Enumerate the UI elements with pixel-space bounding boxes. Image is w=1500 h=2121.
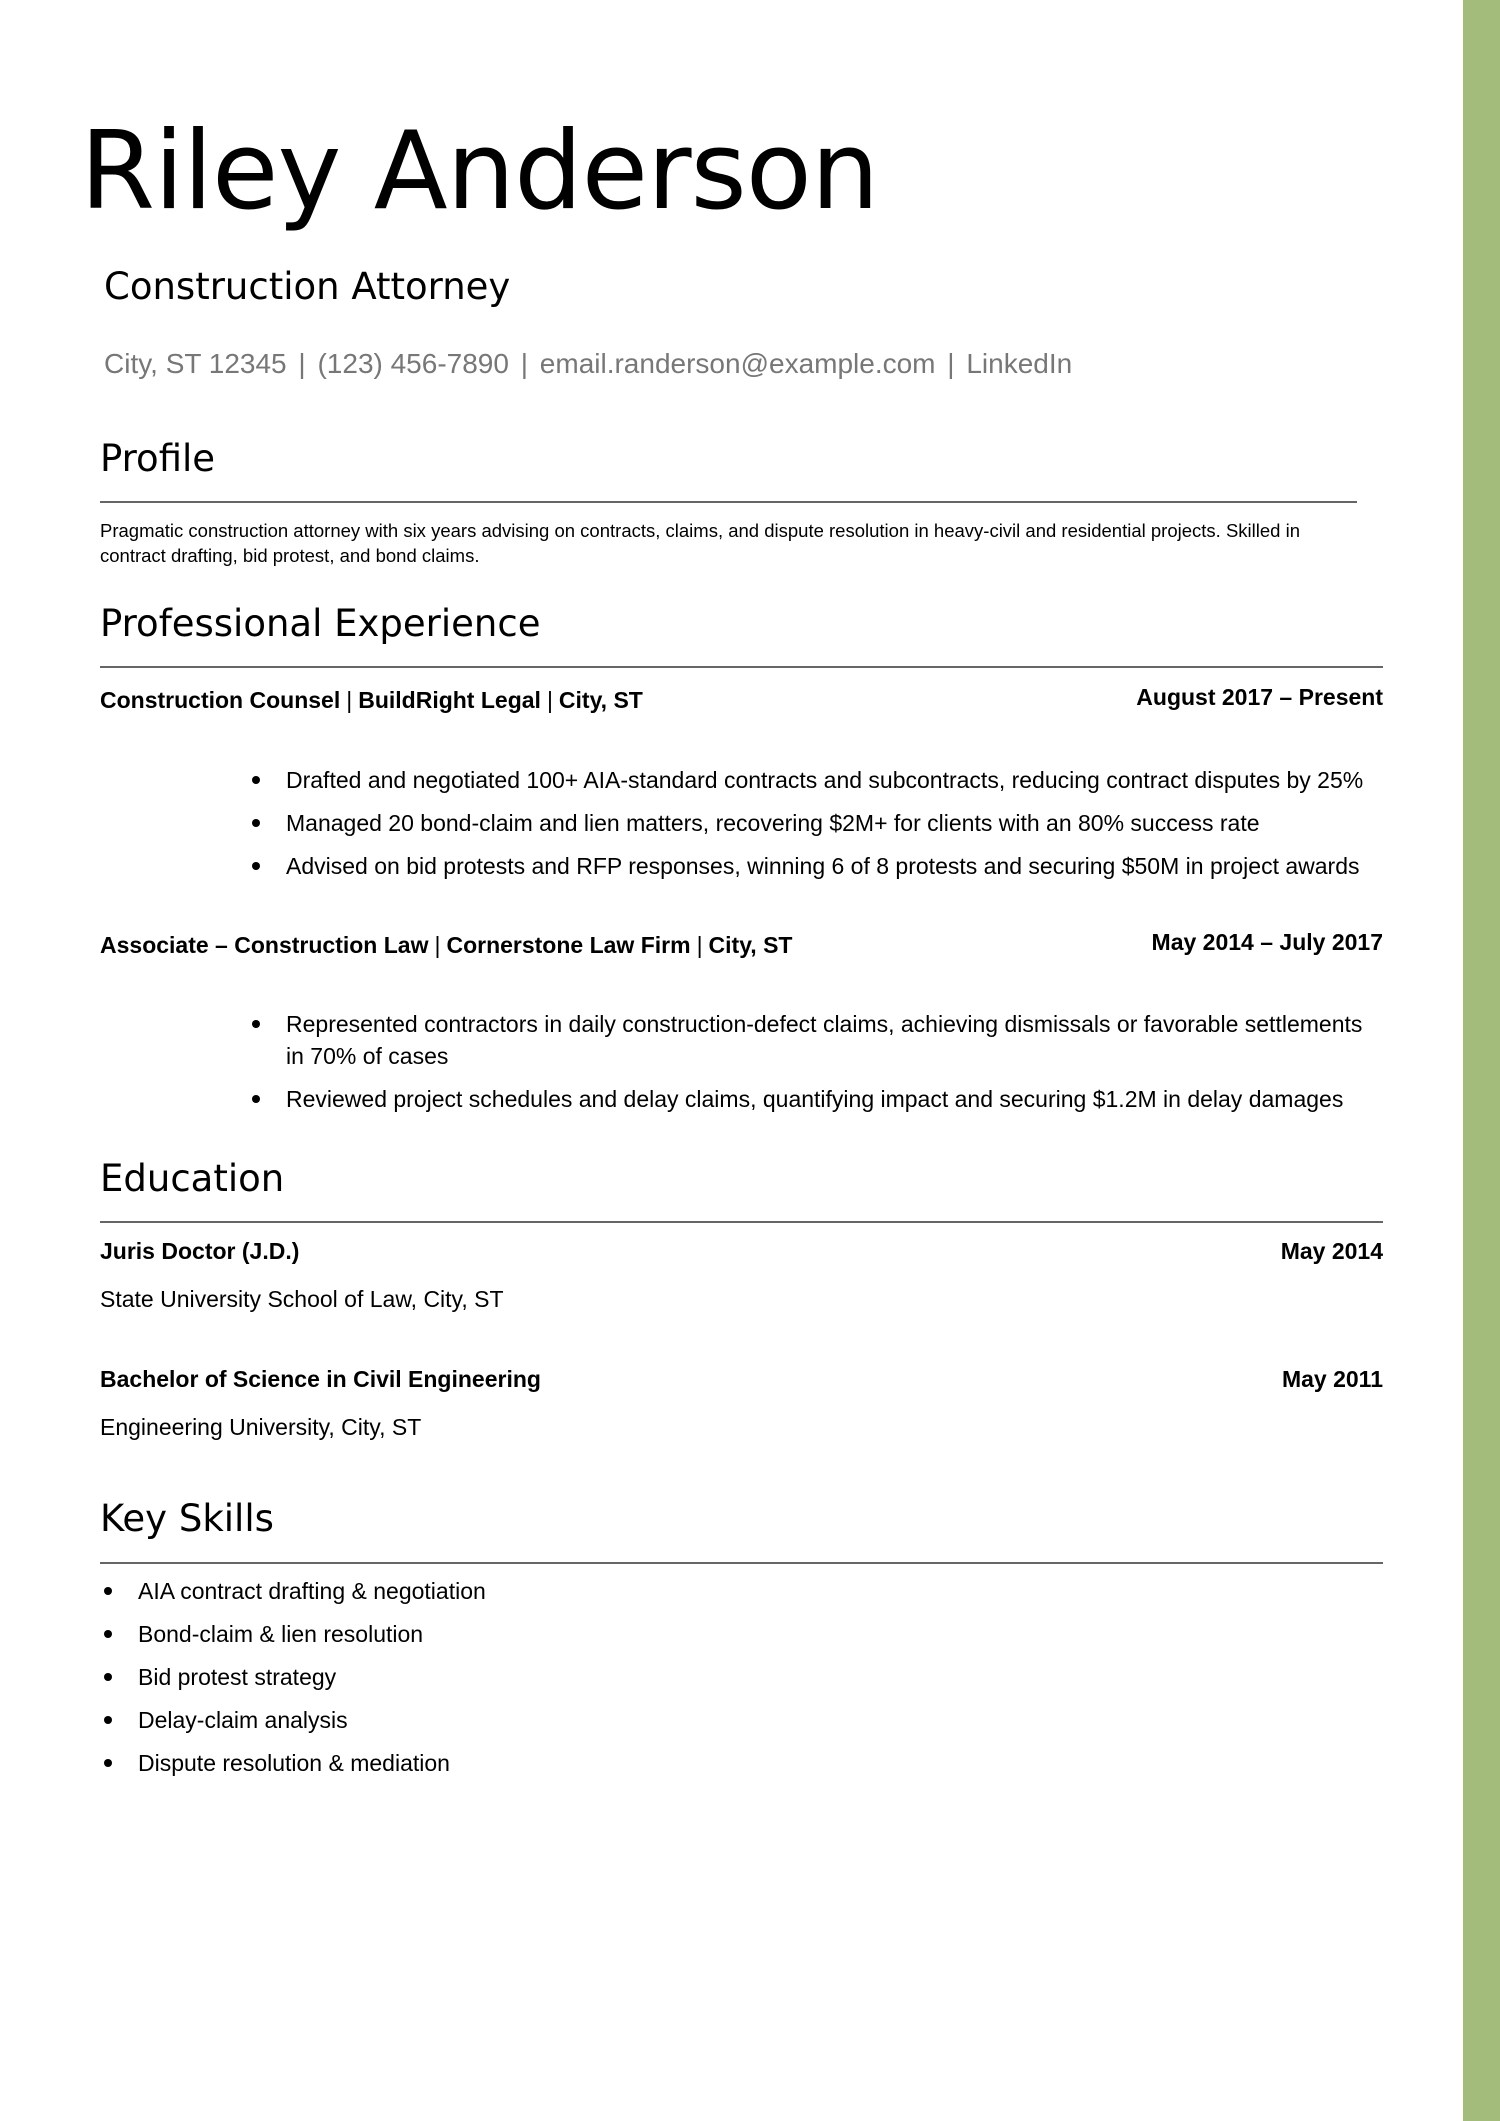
education-date: May 2014 xyxy=(1280,1238,1383,1264)
job-bullet-list xyxy=(286,1008,1386,1126)
bullet-text: Reviewed project schedules and delay claims, quantifying impact and securing $1.2M in delay damages xyxy=(286,1086,1344,1112)
bullet-text: Represented contractors in daily construction-defect claims, achieving dismissals or favorable settlements in 70% of cases xyxy=(286,1011,1363,1069)
contact-email[interactable]: email.randerson@example.com xyxy=(539,348,936,379)
skills-divider xyxy=(100,1562,1383,1564)
job-separator: | xyxy=(546,687,553,713)
education-degree: Juris Doctor (J.D.) xyxy=(100,1238,300,1264)
bullet-icon xyxy=(104,1673,112,1681)
skill-text: AIA contract drafting & negotiation xyxy=(138,1578,486,1604)
contact-linkedin-link[interactable]: LinkedIn xyxy=(966,348,1073,379)
list-item xyxy=(286,1083,1386,1115)
bullet-icon xyxy=(104,1759,112,1767)
education-school: Engineering University, City, ST xyxy=(100,1414,422,1440)
job-separator: | xyxy=(346,687,353,713)
skill-text: Dispute resolution & mediation xyxy=(138,1750,450,1776)
job-header xyxy=(100,684,1383,713)
job-dates: August 2017 – Present xyxy=(1136,684,1383,710)
bullet-icon xyxy=(252,1095,260,1103)
list-item xyxy=(286,1008,1386,1072)
job-company: BuildRight Legal xyxy=(358,687,541,713)
list-item xyxy=(138,1575,1038,1607)
experience-divider xyxy=(100,666,1383,668)
contact-line xyxy=(104,350,1072,378)
skill-text: Bid protest strategy xyxy=(138,1664,337,1690)
education-degree: Bachelor of Science in Civil Engineering xyxy=(100,1366,541,1392)
profile-heading: Profile xyxy=(100,437,216,480)
bullet-text: Managed 20 bond-claim and lien matters, recovering $2M+ for clients with an 80% success rate xyxy=(286,810,1260,836)
bullet-icon xyxy=(252,819,260,827)
list-item xyxy=(138,1704,1038,1736)
bullet-text: Drafted and negotiated 100+ AIA-standard contracts and subcontracts, reducing contract disputes by 25% xyxy=(286,767,1364,793)
candidate-title: Construction Attorney xyxy=(104,265,511,308)
education-divider xyxy=(100,1221,1383,1223)
job-company: Cornerstone Law Firm xyxy=(446,932,691,958)
education-entry-header xyxy=(100,1240,1383,1263)
accent-side-bar xyxy=(1463,0,1500,2121)
job-role: Associate – Construction Law xyxy=(100,932,429,958)
bullet-icon xyxy=(104,1716,112,1724)
contact-separator: | xyxy=(947,348,955,379)
skills-list xyxy=(138,1575,1038,1790)
list-item xyxy=(138,1747,1038,1779)
bullet-icon xyxy=(104,1587,112,1595)
education-date: May 2011 xyxy=(1281,1366,1383,1392)
list-item xyxy=(138,1661,1038,1693)
education-school: State University School of Law, City, ST xyxy=(100,1286,504,1312)
skill-text: Delay-claim analysis xyxy=(138,1707,348,1733)
experience-heading: Professional Experience xyxy=(100,602,541,645)
list-item xyxy=(286,764,1386,796)
job-location: City, ST xyxy=(558,687,643,713)
job-role: Construction Counsel xyxy=(100,687,341,713)
contact-location: City, ST 12345 xyxy=(104,348,287,379)
bullet-text: Advised on bid protests and RFP responses, winning 6 of 8 protests and securing $50M in project awards xyxy=(286,853,1360,879)
job-bullet-list xyxy=(286,764,1386,893)
profile-summary: Pragmatic construction attorney with six years advising on contracts, claims, and dispute resolution in heavy-civil and residential projects. Skilled in contract drafting, bid protest, and bond claims. xyxy=(100,520,1300,566)
job-dates: May 2014 – July 2017 xyxy=(1151,929,1383,955)
job-header xyxy=(100,929,1383,958)
job-location: City, ST xyxy=(708,932,793,958)
contact-separator: | xyxy=(520,348,529,379)
education-heading: Education xyxy=(100,1157,285,1200)
job-separator: | xyxy=(696,932,703,958)
list-item xyxy=(286,850,1386,882)
bullet-icon xyxy=(252,862,260,870)
skills-heading: Key Skills xyxy=(100,1497,274,1540)
skill-text: Bond-claim & lien resolution xyxy=(138,1621,424,1647)
list-item xyxy=(138,1618,1038,1650)
bullet-icon xyxy=(104,1630,112,1638)
bullet-icon xyxy=(252,1020,260,1028)
bullet-icon xyxy=(252,776,260,784)
job-separator: | xyxy=(434,932,441,958)
candidate-name: Riley Anderson xyxy=(80,109,879,234)
contact-phone: (123) 456-7890 xyxy=(317,348,509,379)
list-item xyxy=(286,807,1386,839)
education-entry-header xyxy=(100,1368,1383,1391)
profile-divider xyxy=(100,501,1357,503)
contact-separator: | xyxy=(298,348,306,379)
